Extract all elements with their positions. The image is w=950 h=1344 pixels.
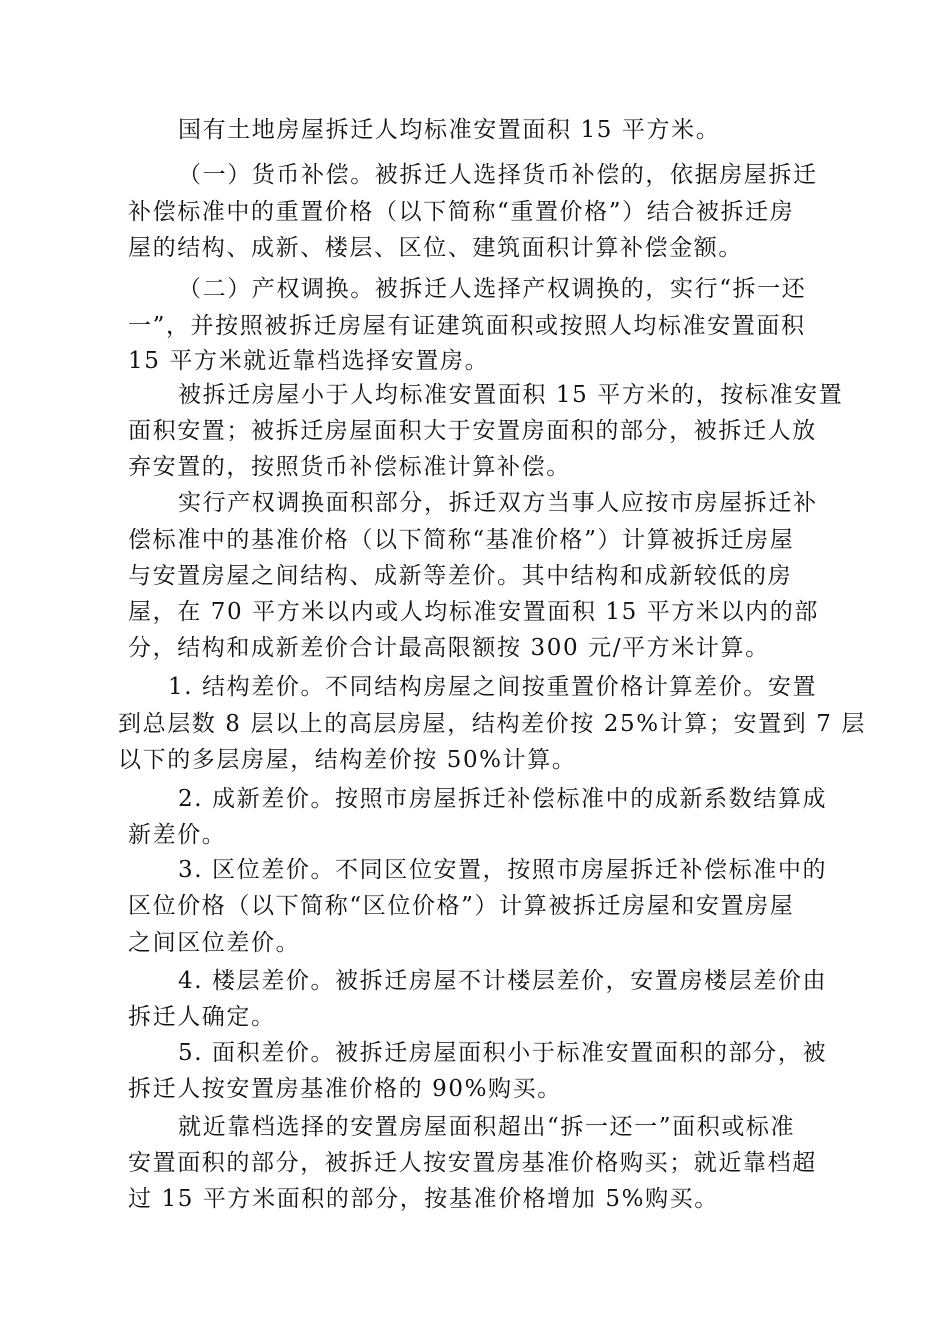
text-line: 4. 楼层差价。被拆迁房屋不计楼层差价，安置房楼层差价由 (178, 968, 828, 994)
text-line: 屋的结构、成新、楼层、区位、建筑面积计算补偿金额。 (128, 235, 743, 261)
text-line: 一”，并按照被拆迁房屋有证建筑面积或按照人均标准安置面积 (128, 313, 806, 339)
text-line: 就近靠档选择的安置房屋面积超出“拆一还一”面积或标准 (178, 1114, 796, 1140)
text-line: 2. 成新差价。按照市房屋拆迁补偿标准中的成新系数结算成 (178, 786, 828, 812)
text-line: 实行产权调换面积部分，拆迁双方当事人应按市房屋拆迁补 (178, 490, 818, 516)
text-line: （二）产权调换。被拆迁人选择产权调换的，实行“拆一还 (178, 276, 807, 302)
text-line: 拆迁人确定。 (128, 1004, 276, 1030)
text-line: 偿标准中的基准价格（以下简称“基准价格”）计算被拆迁房屋 (128, 527, 795, 553)
text-line: （一）货币补偿。被拆迁人选择货币补偿的，依据房屋拆迁 (178, 162, 818, 188)
text-line: 分，结构和成新差价合计最高限额按 300 元/平方米计算。 (128, 635, 770, 661)
text-line: 被拆迁房屋小于人均标准安置面积 15 平方米的，按标准安置 (178, 382, 844, 408)
text-line: 屋，在 70 平方米以内或人均标准安置面积 15 平方米以内的部 (128, 599, 819, 625)
text-line: 安置面积的部分，被拆迁人按安置房基准价格购买；就近靠档超 (128, 1150, 817, 1176)
text-line: 面积安置；被拆迁房屋面积大于安置房面积的部分，被拆迁人放 (128, 418, 817, 444)
text-line: 1. 结构差价。不同结构房屋之间按重置价格计算差价。安置 (168, 674, 818, 700)
text-line: 补偿标准中的重置价格（以下简称“重置价格”）结合被拆迁房 (128, 199, 795, 225)
text-line: 之间区位差价。 (128, 930, 301, 956)
text-line: 15 平方米就近靠档选择安置房。 (128, 348, 490, 374)
text-line: 弃安置的，按照货币补偿标准计算补偿。 (128, 454, 571, 480)
text-line: 到总层数 8 层以上的高层房屋，结构差价按 25%计算；安置到 7 层 (118, 711, 866, 737)
text-line: 以下的多层房屋，结构差价按 50%计算。 (118, 747, 577, 773)
text-line: 3. 区位差价。不同区位安置，按照市房屋拆迁补偿标准中的 (178, 857, 828, 883)
text-line: 区位价格（以下简称“区位价格”）计算被拆迁房屋和安置房屋 (128, 893, 795, 919)
text-line: 与安置房屋之间结构、成新等差价。其中结构和成新较低的房 (128, 563, 793, 589)
text-line: 拆迁人按安置房基准价格的 90%购买。 (128, 1076, 562, 1102)
text-line: 国有土地房屋拆迁人均标准安置面积 15 平方米。 (178, 117, 721, 143)
text-line: 过 15 平方米面积的部分，按基准价格增加 5%购买。 (128, 1186, 719, 1212)
text-line: 5. 面积差价。被拆迁房屋面积小于标准安置面积的部分，被 (178, 1040, 828, 1066)
text-line: 新差价。 (128, 822, 227, 848)
